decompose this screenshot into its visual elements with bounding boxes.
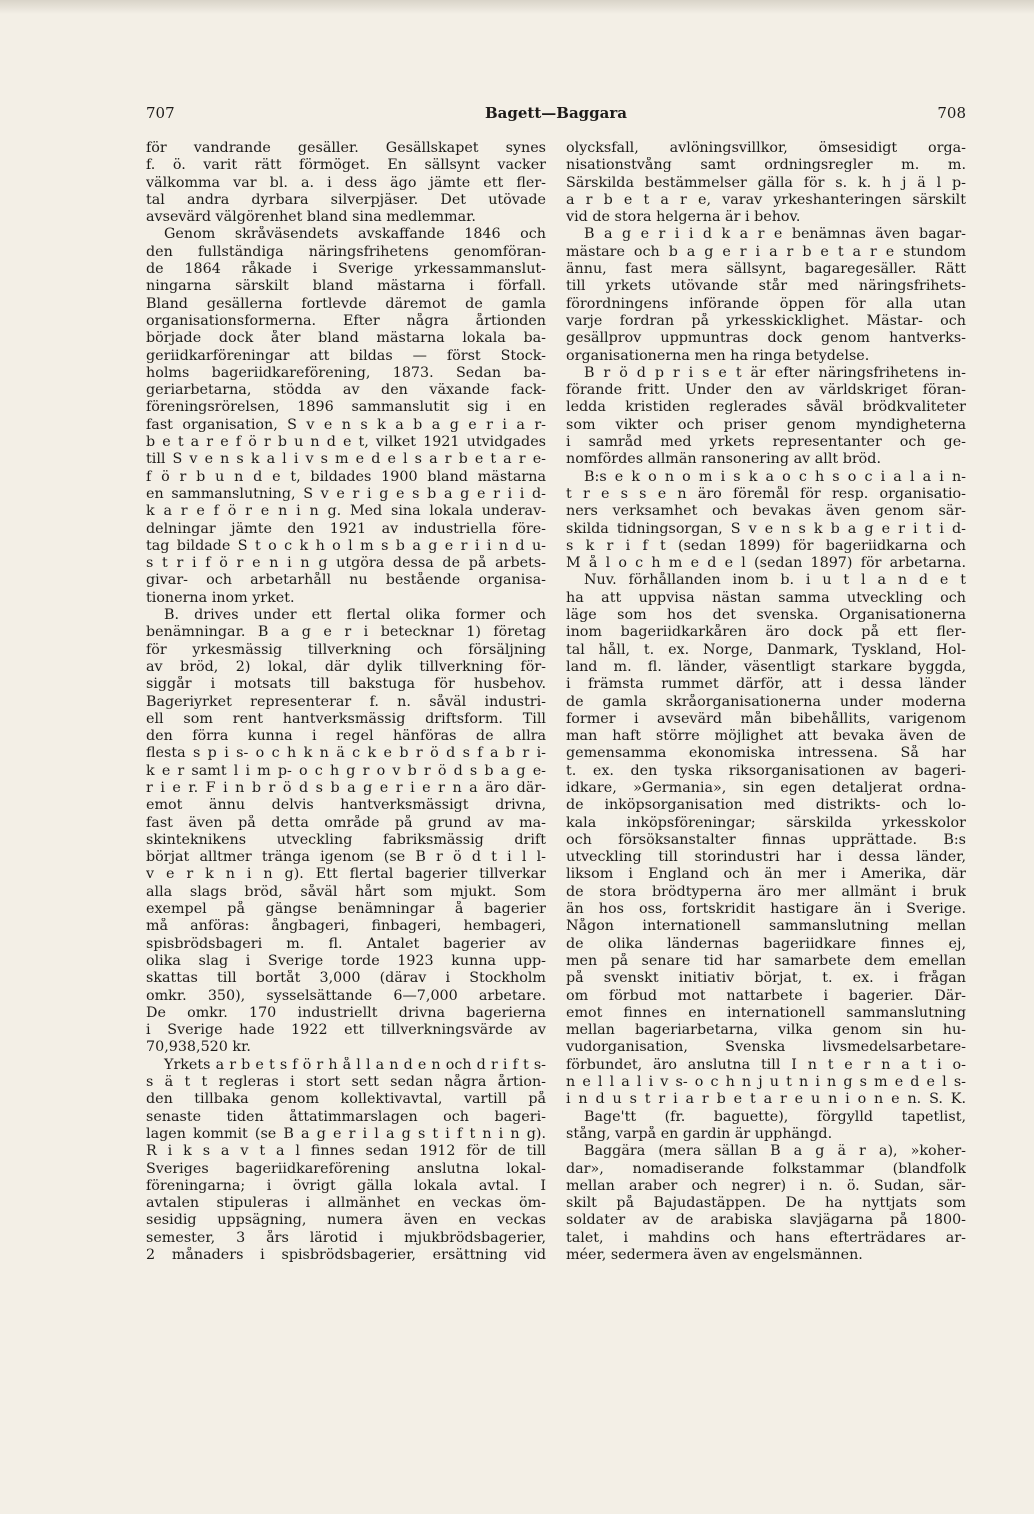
text-line: Sveriges bageriidkareförening anslutna lokal- [146,1160,546,1177]
text-line: men på senare tid har samarbete dem emellan [566,952,966,969]
text-line: tal håll, t. ex. Norge, Danmark, Tyskland, Hol- [566,641,966,658]
text-line: de stora brödtyperna äro mer allmänt i bruk [566,883,966,900]
text-line: Någon internationell sammanslutning mellan [566,918,966,935]
text-line: föreningsrörelsen, 1896 sammanslutit sig i en [146,399,546,416]
text-line: Särskilda bestämmelser gälla för s. k. h j ä l p- [566,174,966,191]
text-line: méer, sedermera även av engelsmännen. [566,1247,863,1263]
text-line: a r b e t a r e, varav yrkeshanteringen särskilt [566,191,966,208]
text-line: B:s e k o n o m i s k a o c h s o c i a l a i n- [584,468,966,485]
text-line: gemensamma ekonomiska intressena. Så har [566,745,966,762]
text-line: som vikter och priser genom myndigheterna [566,416,966,433]
text-line: avtalen stipuleras i allmänhet en veckas öm- [146,1195,546,1212]
text-line: geriidkarföreningar att bildas — först Stock- [146,347,546,364]
text-line: vid de stora helgerna är i behov. [566,209,801,226]
text-line: B r ö d p r i s e t är efter näringsfrihetens in- [584,364,966,381]
text-line: varje fordran på yrkesskicklighet. Mästar- och [566,312,966,329]
text-line: Nuv. förhållanden inom b. i u t l a n d e t [584,572,966,589]
text-line: benämningar. B a g e r i betecknar 1) företag [146,624,546,641]
text-line: förande fritt. Under den av världskriget föran- [566,382,966,399]
text-line: i Sverige hade 1922 ett tillverkningsvärde av [146,1022,546,1039]
text-line: idkare, »Germania», sin egen detaljerat ordna- [566,779,966,796]
text-line: ell som rent hantverksmässig driftsform. Till [146,710,546,727]
text-line: mästare och b a g e r i a r b e t a r e stundom [566,243,966,260]
text-line: R i k s a v t a l finnes sedan 1912 för de till [146,1143,546,1160]
text-line: mellan araber och negrer) i n. ö. Sudan, sär- [566,1177,966,1194]
text-line: de inköpsorganisation med distrikts- och lo- [566,797,966,814]
text-line: organisationerna men ha ringa betydelse. [566,347,870,364]
text-line: f. ö. varit rätt förmöget. En sällsynt vacker [146,157,546,174]
text-line: och försöksanstalter finnas upprättade. B:s [566,831,966,848]
text-line: f ö r b u n d e t, bildades 1900 bland mästarna [146,468,546,485]
page-number-left: 707 [146,104,175,122]
scan-edge [0,0,1034,14]
text-line: utveckling till storindustri har i dessa länder, [566,849,966,866]
text-line: började dock åter bland mästarna lokala ba- [146,330,546,347]
right-column [566,140,966,1264]
text-line: s t r i f ö r e n i n g utgöra dessa de på arbets- [146,555,546,572]
text-line: den tillbaka genom kollektivavtal, vartill på [146,1091,546,1108]
text-line: geriarbetarna, stödda av den växande fack- [146,382,546,399]
header-title: Bagett—Baggara [484,104,627,122]
text-line: B. drives under ett flertal olika former och [164,607,546,624]
text-line: siggår i motsats till bakstuga för husbehov. [146,676,546,693]
text-line: den förra kunna i regel hänföras de allra [146,728,546,745]
text-line: alla slags bröd, såväl hårt som mjukt. Som [146,883,546,900]
text-line: lagen kommit (se B a g e r i l a g s t i f t n i n g). [146,1125,546,1142]
text-line: semester, 3 års lärotid i mjukbrödsbagerier, [146,1229,546,1246]
text-line: nomfördes allmän ransonering av allt bröd. [566,451,881,468]
text-line: n e l l a l i v s- o c h n j u t n i n g s m e d e l s- [566,1074,966,1091]
text-line: organisationsformerna. Efter några årtionden [146,312,546,329]
text-line: ännu, fast mera sällsynt, bagaregesäller. Rätt [566,261,966,278]
text-line: b e t a r e f ö r b u n d e t, vilket 1921 utvidgades [146,434,546,451]
text-line: r i e r. F i n b r ö d s b a g e r i e r n a äro där- [146,779,546,796]
text-line: k a r e f ö r e n i n g. Med sina lokala underav- [146,503,546,520]
text-line: De omkr. 170 industriellt drivna bagerierna [146,1004,546,1021]
text-line: ledda kristiden reglerades såväl brödkvaliteter [566,399,966,416]
text-line: land m. fl. länder, väsentligt starkare byggda, [566,658,966,675]
text-line: föreningarna; i övrigt gälla lokala avtal. I [146,1177,546,1194]
text-line: k e r samt l i m p- o c h g r o v b r ö d s b a g e- [146,762,546,779]
text-line: dar», nomadiserande folkstammar (blandfolk [566,1160,966,1177]
text-line: tag bildade S t o c k h o l m s b a g e r i i n d u- [146,537,546,554]
text-line: M å l o c h m e d e l (sedan 1897) för arbetarna. [566,555,966,572]
text-line: i n d u s t r i a r b e t a r e u n i o n e n. S. K. [566,1091,966,1108]
text-line: givar- och arbetarhåll nu bestående organisa- [146,572,546,589]
text-line: kala inköpsföreningar; särskilda yrkesskolor [566,814,966,831]
text-line: skattas till bortåt 3,000 (därav i Stockholm [146,970,546,987]
page-number-right: 708 [937,104,966,122]
text-line: på svenskt initiativ börjat, t. ex. i frågan [566,970,966,987]
text-line: förbundet, äro anslutna till I n t e r n a t i o- [566,1056,966,1073]
text-line: t. ex. den tyska riksorganisationen av bageri- [566,762,966,779]
text-line: tal andra dyrbara silverpjäser. Det utövade [146,191,546,208]
text-line: s ä t t regleras i stort sett sedan några årtion- [146,1074,546,1091]
text-line: Baggära (mera sällan B a g ä r a), »koher- [584,1143,966,1160]
text-line: må anföras: ångbageri, finbageri, hembageri, [146,918,546,935]
text-line: skilt på Bajudastäppen. De ha nyttjats som [566,1195,966,1212]
text-line: olika slag i Sverige torde 1923 kunna upp- [146,952,546,969]
text-line: till yrkets utövande står med näringsfrihets- [566,278,966,295]
text-line: v e r k n i n g). Ett flertal bagerier tillverkar [146,866,546,883]
text-line: i främsta rummet därför, att i dessa länder [566,676,966,693]
text-line: olycksfall, avlöningsvillkor, ömsesidigt orga- [566,140,966,156]
text-line: delningar jämte den 1921 av industriella före- [146,520,546,537]
text-line: senaste tiden åttatimmarslagen och bageri- [146,1108,546,1125]
text-line: emot finnes en internationell sammanslutning [566,1004,966,1021]
text-line: stång, varpå en gardin är upphängd. [566,1125,833,1142]
text-line: Yrkets a r b e t s f ö r h å l l a n d e n och d r i f t s- [164,1056,546,1073]
text-line: om förbud mot nattarbete i bagerier. Där- [566,987,966,1004]
text-line: nisationstvång samt ordningsregler m. m. [566,157,966,174]
text-line: av bröd, 2) lokal, där dylik tillverkning för- [146,658,546,675]
text-line: de gamla skråorganisationerna under moderna [566,693,966,710]
text-line: gesällprov uppmuntras dock genom hantverks- [566,330,966,347]
text-line: avsevärd välgörenhet bland sina medlemmar. [146,209,476,226]
text-line: spisbrödsbageri m. fl. Antalet bagerier av [146,935,546,952]
text-line: Bage'tt (fr. baguette), förgylld tapetlist, [584,1108,966,1125]
text-line: B a g e r i i d k a r e benämnas även bagar- [584,226,966,243]
left-column [146,140,546,1264]
text-line: läge som hos det svenska. Organisationerna [566,607,966,624]
text-line: liksom i England och än mer i Amerika, där [566,866,966,883]
text-line: sesidig uppsägning, numera även en veckas [146,1212,546,1229]
text-line: de 1864 råkade i Sverige yrkessammanslut- [146,261,546,278]
text-line: tionerna inom yrket. [146,589,295,606]
text-line: talet, i mahdins och hans efterträdares ar- [566,1229,966,1246]
text-line: för yrkesmässig tillverkning och försäljning [146,641,546,658]
text-line: i samråd med yrkets representanter och ge- [566,434,966,451]
text-line: ha att uppvisa nästan samma utveckling och [566,589,966,606]
text-line: fast organisation, S v e n s k a b a g e r i a r- [146,416,546,433]
text-line: Bland gesällerna fortlevde däremot de gamla [146,295,546,312]
text-line: s k r i f t (sedan 1899) för bageriidkarna och [566,537,966,554]
text-line: inom bageriidkarkåren äro dock på ett fler- [566,624,966,641]
text-line: omkr. 350), sysselsättande 6—7,000 arbetare. [146,987,546,1004]
text-line: flesta s p i s- o c h k n ä c k e b r ö d s f a b r i- [146,745,546,762]
text-line: soldater av de arabiska slavjägarna på 1800- [566,1212,966,1229]
text-line: 70,938,520 kr. [146,1039,251,1056]
text-line: former i avsevärd mån bibehållits, varigenom [566,710,966,727]
text-line: 2 månaders i spisbrödsbagerier, ersättning vid [146,1247,546,1263]
text-line: fast även på detta område på grund av ma- [146,814,546,831]
text-line: skinteknikens utveckling fabriksmässig drift [146,831,546,848]
text-line: emot ännu delvis hantverksmässigt drivna, [146,797,546,814]
text-line: ningarna särskilt bland mästarna i förfall. [146,278,546,295]
text-line: den fullständiga näringsfrihetens genomföran- [146,243,546,260]
text-line: t r e s s e n äro föremål för resp. organisatio- [566,485,966,502]
text-line: holms bageriidkareförening, 1873. Sedan ba- [146,364,546,381]
text-line: exempel på gängse benämningar å bagerier [146,901,546,918]
text-line: de olika ländernas bageriidkare finnes ej, [566,935,966,952]
text-line: än hos oss, fortskridit hastigare än i Sverige. [566,901,966,918]
text-line: ners verksamhet och bevakas även genom sär- [566,503,966,520]
text-line: mellan bageriarbetarna, vilka genom sin hu- [566,1022,966,1039]
text-line: välkomma var bl. a. i dess ägo jämte ett fler- [146,174,546,191]
text-line: skilda tidningsorgan, S v e n s k b a g e r i t i d- [566,520,966,537]
text-line: man haft större möjlighet att bevaka även de [566,728,966,745]
text-line: en sammanslutning, S v e r i g e s b a g e r i i d- [146,485,546,502]
text-line: Genom skråväsendets avskaffande 1846 och [164,226,546,243]
text-line: till S v e n s k a l i v s m e d e l s a r b e t a r e- [146,451,546,468]
text-line: förordningens införande öppen för alla utan [566,295,966,312]
running-header [146,104,966,128]
text-line: vudorganisation, Svenska livsmedelsarbetare- [566,1039,966,1056]
text-line: Bageriyrket representerar f. n. såväl industri- [146,693,546,710]
text-line: börjat alltmer tränga igenom (se B r ö d t i l l- [146,849,546,866]
text-line: för vandrande gesäller. Gesällskapet synes [146,140,546,156]
